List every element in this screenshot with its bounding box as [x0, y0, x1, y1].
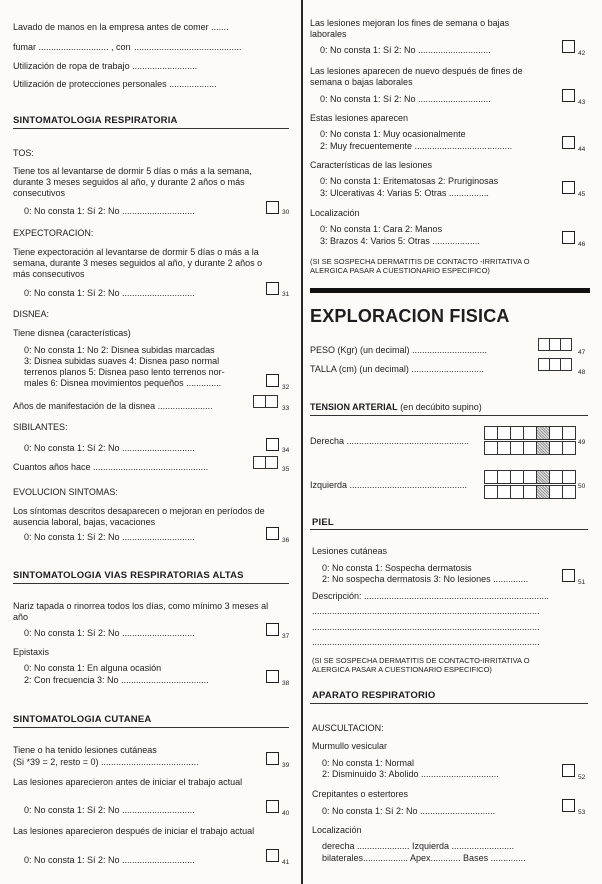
skin-lesions-option-line: 2: No sospecha dermatosis 3: No lesiones .............. [322, 574, 529, 584]
item-number: 42 [578, 50, 586, 57]
answer-box-40[interactable] [266, 800, 279, 813]
item-number: 53 [578, 809, 586, 816]
location-line[interactable]: bilaterales.................. Apex............ Bases .............. [322, 853, 526, 863]
lesions-location-option-line: 3: Brazos 4: Varios 5: Otras ................... [320, 236, 480, 246]
vesicular-murmur-option-line: 2: Disminuido 3: Abolido ............................... [322, 769, 499, 779]
answer-box-44[interactable] [562, 136, 575, 149]
answer-box-30[interactable] [266, 201, 279, 214]
item-number: 30 [282, 209, 290, 216]
nasal-question: Nariz tapada o rinorrea todos los días, como mínimo 3 meses al año [13, 601, 269, 622]
right-column [304, 0, 602, 884]
dermatitis-note: (SI SE SOSPECHA DERMATITIS DE CONTACTO -IRRITATIVA O ALERGICA PASAR A CUESTIONARIO ESPECIFICO) [310, 257, 530, 275]
weight-field[interactable]: PESO (Kgr) (un decimal) .............................. [310, 345, 488, 355]
item-number: 50 [578, 483, 586, 490]
item-number: 51 [578, 579, 586, 586]
answer-box-37[interactable] [266, 623, 279, 636]
hand-washing-field[interactable]: Lavado de manos en la empresa antes de comer ....... [13, 22, 229, 32]
lesions-location-option-line: 0: No consta 1: Cara 2: Manos [320, 224, 443, 234]
cough-question: Tiene tos al levantarse de dormir 5 días o más a la semana, durante 3 meses seguidos al año, y durante 2 años o más consecutivos [13, 166, 252, 198]
item-number: 35 [282, 466, 290, 473]
smoking-with-field[interactable]: ........................................... [134, 42, 242, 52]
lesions-characteristics-option-line: 0: No consta 1: Eritematosas 2: Pruriginosas [320, 176, 499, 186]
lesions-characteristics-option-line: 3: Ulcerativas 4: Varias 5: Otras ................ [320, 188, 489, 198]
answer-box-51[interactable] [562, 569, 575, 582]
lesions-before-question: Las lesiones aparecieron antes de iniciar el trabajo actual [13, 777, 243, 787]
epistaxis-option-line: 0: No consta 1: En alguna ocasión [24, 663, 162, 673]
bp-digit-box[interactable] [562, 426, 576, 440]
location-line[interactable]: derecha ..................... Izquierda ......................... [322, 841, 515, 851]
blood-pressure-title: TENSION ARTERIAL [310, 402, 398, 412]
lesions-frequency-question: Estas lesiones aparecen [310, 113, 409, 123]
description-line[interactable]: ........................................................................................... [312, 622, 540, 632]
bp-digit-box[interactable] [523, 470, 537, 484]
blood-pressure-header [310, 402, 482, 413]
item-number: 43 [578, 99, 586, 106]
blood-pressure-subtitle: (en decúbito supino) [400, 402, 482, 412]
bp-digit-box[interactable] [497, 470, 511, 484]
dermatitis-note: (SI SE SOSPECHA DERMATITIS DE CONTACTO-IRRITATIVA O ALERGICA PASAR A CUESTIONARIO ESPECIFICO) [312, 656, 530, 674]
lesions-location-question: Localización [310, 208, 360, 218]
nasal-options: 0: No consta 1: Sí 2: No ............................. [24, 628, 195, 638]
bp-digit-box[interactable] [484, 441, 498, 455]
vesicular-murmur-label: Murmullo vesicular [312, 741, 388, 751]
upper-airways-header: SINTOMATOLOGIA VIAS RESPIRATORIAS ALTAS [13, 570, 244, 581]
lesions-frequency-option-line: 2: Muy frecuentemente ....................................... [320, 141, 513, 151]
answer-box-32[interactable] [266, 374, 279, 387]
header-rule [13, 727, 289, 728]
description-line[interactable]: ........................................................................................... [312, 606, 540, 616]
bp-digit-box[interactable] [497, 485, 511, 499]
bp-digit-box[interactable] [523, 441, 537, 455]
bp-digit-box[interactable] [536, 485, 550, 499]
bp-digit-box[interactable] [523, 426, 537, 440]
vesicular-murmur-option-line: 0: No consta 1: Normal [322, 758, 415, 768]
digit-box[interactable] [560, 358, 572, 371]
item-number: 49 [578, 439, 586, 446]
item-number: 48 [578, 369, 586, 376]
item-number: 38 [282, 680, 290, 687]
auscultation-label: AUSCULTACION: [312, 723, 384, 733]
lesions-after-question: Las lesiones aparecieron después de iniciar el trabajo actual [13, 826, 255, 836]
bp-digit-box[interactable] [562, 485, 576, 499]
answer-box-53[interactable] [562, 799, 575, 812]
work-clothes-field[interactable]: Utilización de ropa de trabajo .......................... [13, 61, 198, 71]
bp-digit-box[interactable] [484, 470, 498, 484]
lesions-before-options: 0: No consta 1: Sí 2: No ............................. [24, 805, 195, 815]
physical-exam-title: EXPLORACION FISICA [310, 306, 510, 326]
skin-lesions-option-line: 0: No consta 1: Sospecha dermatosis [322, 563, 472, 573]
left-arm-field[interactable]: Izquierda ............................................... [310, 480, 468, 490]
item-number: 41 [282, 859, 290, 866]
dyspnea-option-line: 3: Disnea subidas suaves 4: Disnea paso normal [24, 356, 220, 366]
epistaxis-option-line: 2: Con frecuencia 3: No ................................... [24, 675, 209, 685]
description-line[interactable]: ........................................................................................... [312, 637, 540, 647]
item-number: 34 [282, 447, 290, 454]
item-number: 47 [578, 349, 586, 356]
item-number: 36 [282, 537, 290, 544]
answer-box-42[interactable] [562, 40, 575, 53]
bp-digit-box[interactable] [497, 426, 511, 440]
skin-lesions-rule: (Si *39 = 2, resto = 0) ....................................... [13, 757, 199, 767]
bp-digit-box[interactable] [536, 470, 550, 484]
digit-box[interactable] [265, 456, 278, 469]
header-rule [13, 128, 289, 129]
crackles-options: 0: No consta 1: Sí 2: No .............................. [322, 806, 496, 816]
cough-options: 0: No consta 1: Sí 2: No ............................. [24, 206, 195, 216]
item-number: 31 [282, 291, 290, 298]
smoking-field[interactable]: fumar ............................ , con [13, 42, 131, 52]
bp-digit-box[interactable] [484, 426, 498, 440]
item-number: 33 [282, 405, 290, 412]
bp-digit-box[interactable] [536, 441, 550, 455]
header-rule [310, 529, 588, 530]
expectoration-label: EXPECTORACION: [13, 228, 94, 238]
header-rule [310, 415, 588, 416]
lesions-reappear-question: Las lesiones aparecen de nuevo después de fines de semana o bajas laborales [310, 66, 523, 87]
expectoration-options: 0: No consta 1: Sí 2: No ............................. [24, 288, 195, 298]
answer-box-39[interactable] [266, 752, 279, 765]
answer-box-43[interactable] [562, 89, 575, 102]
header-rule [310, 703, 588, 704]
answer-box-52[interactable] [562, 764, 575, 777]
lesions-reappear-options: 0: No consta 1: Sí 2: No ............................. [320, 94, 491, 104]
respiratory-header: SINTOMATOLOGIA RESPIRATORIA [13, 115, 178, 126]
item-number: 37 [282, 633, 290, 640]
digit-box[interactable] [560, 338, 572, 351]
bp-digit-box[interactable] [549, 485, 563, 499]
symptom-evolution-options: 0: No consta 1: Sí 2: No ............................. [24, 532, 195, 542]
bp-digit-box[interactable] [510, 485, 524, 499]
lesions-frequency-option-line: 0: No consta 1: Muy ocasionalmente [320, 129, 466, 139]
digit-box[interactable] [265, 395, 278, 408]
bp-digit-box[interactable] [562, 441, 576, 455]
respiratory-system-header: APARATO RESPIRATORIO [312, 690, 436, 701]
answer-box-31[interactable] [266, 282, 279, 295]
skin-lesions-question: Tiene o ha tenido lesiones cutáneas [13, 745, 157, 755]
bp-digit-box[interactable] [549, 470, 563, 484]
wheezing-years-field[interactable]: Cuantos años hace .............................................. [13, 462, 209, 472]
epistaxis-label: Epistaxis [13, 647, 50, 657]
skin-header: PIEL [312, 517, 334, 528]
height-field[interactable]: TALLA (cm) (un decimal) ............................. [310, 364, 484, 374]
bp-digit-box[interactable] [523, 485, 537, 499]
item-number: 45 [578, 191, 586, 198]
thick-rule [310, 288, 590, 293]
dyspnea-option-line: 0: No consta 1: No 2: Disnea subidas marcadas [24, 345, 215, 355]
bp-digit-box[interactable] [510, 426, 524, 440]
lesions-improve-question: Las lesiones mejoran los fines de semana o bajas laborales [310, 18, 510, 39]
location-label: Localización [312, 825, 362, 835]
dyspnea-option-line: terrenos planos 5: Disnea paso lento terrenos nor- [24, 367, 225, 377]
item-number: 32 [282, 384, 290, 391]
dyspnea-question: Tiene disnea (características) [13, 328, 131, 338]
item-number: 44 [578, 146, 586, 153]
answer-box-41[interactable] [266, 849, 279, 862]
wheezing-label: SIBILANTES: [13, 422, 68, 432]
item-number: 52 [578, 774, 586, 781]
bp-digit-box[interactable] [484, 485, 498, 499]
answer-box-36[interactable] [266, 527, 279, 540]
answer-box-38[interactable] [266, 670, 279, 683]
bp-digit-box[interactable] [549, 441, 563, 455]
crackles-label: Crepitantes o estertores [312, 789, 409, 799]
item-number: 46 [578, 241, 586, 248]
cough-label: TOS: [13, 148, 34, 158]
protection-field[interactable]: Utilización de protecciones personales ................... [13, 79, 217, 89]
header-rule [13, 583, 289, 584]
bp-digit-box[interactable] [562, 470, 576, 484]
description-field[interactable]: Descripción: .......................................................................... [312, 591, 550, 601]
lesions-improve-options: 0: No consta 1: Sí 2: No ............................. [320, 45, 491, 55]
wheezing-options: 0: No consta 1: Sí 2: No ............................. [24, 443, 195, 453]
bp-digit-box[interactable] [536, 426, 550, 440]
item-number: 39 [282, 762, 290, 769]
skin-lesions-label: Lesiones cutáneas [312, 546, 388, 556]
answer-box-46[interactable] [562, 231, 575, 244]
dyspnea-option-line: males 6: Disnea movimientos pequeños .............. [24, 378, 222, 388]
bp-digit-box[interactable] [497, 441, 511, 455]
bp-digit-box[interactable] [510, 470, 524, 484]
item-number: 40 [282, 810, 290, 817]
expectoration-question: Tiene expectoración al levantarse de dormir 5 días o más a la semana, durante 3 meses seguidos al año, y durante 2 años o más consecutivos [13, 247, 263, 279]
answer-box-45[interactable] [562, 181, 575, 194]
answer-box-34[interactable] [266, 438, 279, 451]
lesions-characteristics-question: Características de las lesiones [310, 160, 433, 170]
dyspnea-years-field[interactable]: Años de manifestación de la disnea ...................... [13, 401, 213, 411]
dyspnea-label: DISNEA: [13, 309, 50, 319]
bp-digit-box[interactable] [510, 441, 524, 455]
right-arm-field[interactable]: Derecha ................................................. [310, 436, 470, 446]
symptom-evolution-question: Los síntomas descritos desaparecen o mejoran en períodos de ausencia laboral, bajas, vacaciones [13, 506, 265, 527]
bp-digit-box[interactable] [549, 426, 563, 440]
lesions-after-options: 0: No consta 1: Sí 2: No ............................. [24, 855, 195, 865]
symptom-evolution-label: EVOLUCION SINTOMAS: [13, 487, 118, 497]
skin-symptoms-header: SINTOMATOLOGIA CUTANEA [13, 714, 152, 725]
